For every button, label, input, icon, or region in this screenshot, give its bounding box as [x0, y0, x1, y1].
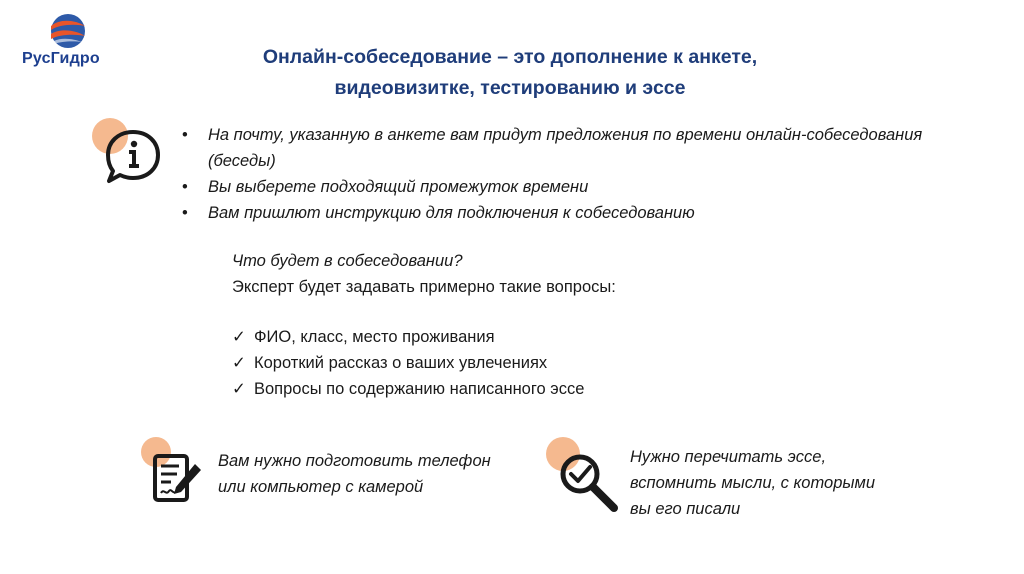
- check-icon: ✓: [232, 380, 246, 398]
- list-item: • На почту, указанную в анкете вам придут предложения по времени онлайн-собеседования (беседы): [182, 122, 948, 174]
- info-speech-bubble-icon: [104, 128, 162, 186]
- check-icon: ✓: [232, 328, 246, 346]
- reread-note: Нужно перечитать эссе, вспомнить мысли, с которыми вы его писали: [630, 448, 876, 518]
- title-line-1: Онлайн-собеседование – это дополнение к анкете,: [262, 46, 758, 68]
- title-line-2: видеовизитке, тестированию и эссе: [334, 77, 686, 99]
- company-logo: [22, 12, 112, 72]
- check-icon: ✓: [232, 354, 246, 372]
- list-item: • Вы выберете подходящий промежуток времени: [182, 174, 952, 200]
- interview-expert-text: Эксперт будет задавать примерно такие вопросы:: [232, 278, 616, 296]
- prepare-note: Вам нужно подготовить телефон или компьютер с камерой: [218, 452, 491, 496]
- list-item: ✓ ФИО, класс, место проживания: [232, 324, 584, 350]
- document-pen-icon: [151, 452, 203, 504]
- info-bullet-list: [182, 122, 952, 226]
- list-item: ✓ Короткий рассказ о ваших увлечениях: [232, 350, 584, 376]
- page-title: [200, 42, 820, 104]
- list-item: • Вам пришлют инструкцию для подключения к собеседованию: [182, 200, 952, 226]
- interview-question: Что будет в собеседовании?: [232, 252, 463, 270]
- rushydro-logo-icon: [48, 12, 88, 50]
- interview-check-list: [232, 324, 584, 402]
- list-item: ✓ Вопросы по содержанию написанного эссе: [232, 376, 584, 402]
- magnifier-check-icon: [558, 452, 620, 514]
- logo-text: РусГидро: [22, 50, 100, 67]
